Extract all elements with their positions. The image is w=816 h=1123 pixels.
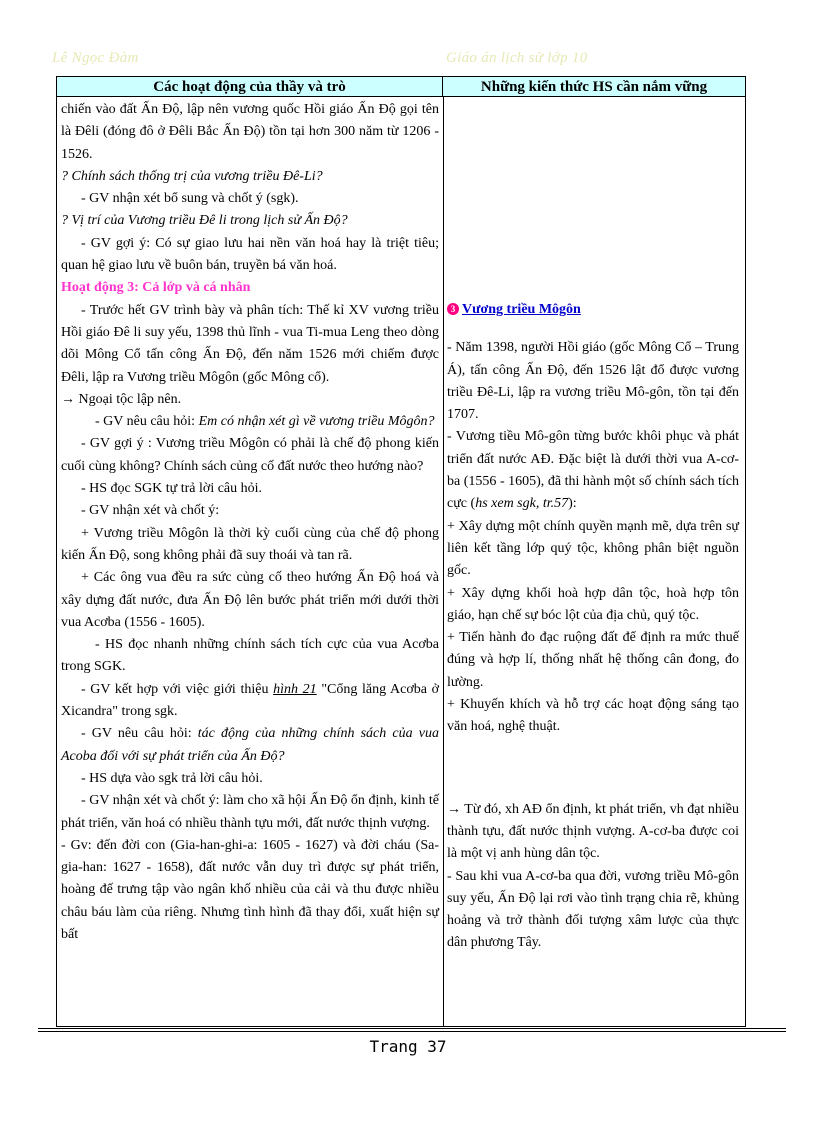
lesson-table: [56, 76, 746, 1027]
section-title: Vương triều Môgôn: [462, 302, 581, 317]
text: "Cổng lăng Acơba ở Xicandra" trong sgk.: [61, 681, 439, 720]
paragraph: - GV gợi ý: Có sự giao lưu hai nền văn hoá hay là triệt tiêu; quan hệ giao lưu về buôn bán, truyền bá văn hoá.: [61, 235, 439, 274]
paragraph: [61, 411, 439, 433]
paragraph: [61, 679, 439, 724]
paragraph: - GV nhận xét và chốt ý:: [81, 503, 220, 519]
paragraph: - Sau khi vua A-cơ-ba qua đời, vương triều Mô-gôn suy yếu, Ấn Độ lại rơi vào tình trạng chia rẽ, khủng hoảng và trở thành đối tượng xâm lược của thực dân phương Tây.: [447, 868, 739, 951]
author-watermark: Lê Ngọc Đàm: [52, 50, 139, 66]
section-heading: [447, 299, 739, 321]
paragraph: + Các ông vua đều ra sức củng cố theo hướng Ấn Độ hoá và xây dựng đất nước, đưa Ấn Độ lên bước phát triển mới dưới thời vua Acơba (1556 - 1605).: [61, 570, 439, 630]
paragraph: - GV gợi ý : Vương triều Môgôn có phải là chế độ phong kiến cuối cùng không? Chính sách củng cố đất nước theo hướng nào?: [61, 436, 439, 474]
footer-rule: [38, 1031, 786, 1032]
paragraph: + Khuyến khích và hỗ trợ các hoạt động sáng tạo văn hoá, nghệ thuật.: [447, 697, 739, 735]
paragraph: - HS đọc nhanh những chính sách tích cực của vua Acơba trong SGK.: [61, 637, 439, 675]
paragraph: [61, 723, 439, 768]
page-number: Trang 37: [369, 1037, 447, 1056]
question-text: Em có nhận xét gì về vương triều Môgôn?: [198, 414, 435, 430]
paragraph: → Từ đó, xh AĐ ổn định, kt phát triển, vh đạt nhiều thành tựu, đất nước thịnh vượng. A-cơ-ba được coi là một vị anh hùng dân tộc.: [447, 801, 739, 862]
spacer: [447, 99, 739, 299]
reference: hs xem sgk, tr.57: [475, 496, 569, 512]
left-column-header: Các hoạt động của thầy và trò: [57, 77, 443, 97]
paragraph: + Tiến hành đo đạc ruộng đất để định ra mức thuế đúng và hợp lí, thống nhất hệ thống cân đong, đo lường.: [447, 630, 739, 690]
text: - GV kết hợp với việc giới thiệu: [81, 681, 274, 697]
paragraph: - GV nhận xét bổ sung và chốt ý (sgk).: [81, 191, 299, 207]
paragraph: - GV nhận xét và chốt ý: làm cho xã hội Ấn Độ ổn định, kinh tế phát triển, văn hoá có nhiều thành tựu mới, đất nước thịnh vượng.: [61, 793, 439, 831]
paragraph: → Ngoại tộc lập nên.: [61, 391, 182, 407]
paragraph: - Gv: đến đời con (Gia-han-ghi-a: 1605 - 1627) và đời cháu (Sa-gia-han: 1627 - 1658), đất nước vẫn duy trì được sự phát triển, hoàng đế trưng tập vào ngân khố nhiều của cải và thu được nhiều châu báu làm của riêng. Nhưng tình hình đã thay đổi, xuất hiện sự bất: [61, 837, 439, 942]
text: - Vương tiều Mô-gôn từng bước khôi phục và phát triển đất nước AĐ. Đặc biệt là dưới thời vua A-cơ-ba (1556 - 1605), đã thi hành một số chính sách tích cực (: [447, 429, 739, 512]
paragraph: [447, 426, 739, 515]
activity-heading: Hoạt động 3: Cả lớp và cá nhân: [61, 280, 251, 296]
teacher-student-activities: [61, 99, 439, 946]
text: - GV nêu câu hỏi:: [81, 726, 198, 742]
footer-rule: [38, 1028, 786, 1029]
paragraph: chiến vào đất Ấn Độ, lập nên vương quốc Hồi giáo Ấn Độ gọi tên là Đêli (đóng đô ở Đêli Bắc Ấn Độ) tồn tại hơn 300 năm từ 1206 - 1526.: [61, 102, 439, 162]
question: ? Vị trí của Vương triều Đê li trong lịch sử Ấn Độ?: [61, 213, 348, 229]
spacer: [447, 321, 739, 337]
paragraph: + Vương triều Môgôn là thời kỳ cuối cùng của chế độ phong kiến Ấn Độ, song không phải đã suy thoái và tan rã.: [61, 525, 439, 563]
right-column-header: Những kiến thức HS cần nắm vững: [443, 77, 745, 97]
paragraph: - Năm 1398, người Hồi giáo (gốc Mông Cổ – Trung Á), tấn công Ấn Độ, đến 1526 lật đổ được vương triều Đê-Li, lập ra vương triều Mô-gôn, tồn tại đến 1707.: [447, 340, 739, 423]
paragraph: + Xây dựng khối hoà hợp dân tộc, hoà hợp tôn giáo, hạn chế sự bóc lột của địa chủ, quý tộc.: [447, 585, 739, 623]
column-divider: [443, 97, 444, 1026]
paragraph: - Trước hết GV trình bày và phân tích: Thế kỉ XV vương triều Hồi giáo Đê li suy yếu, 1398 thủ lĩnh - vua Ti-mua Leng theo dòng dõi Mông Cổ tấn công Ấn Độ, đến năm 1526 mới chiếm được Đêli, lập ra Vương triều Môgôn (gốc Mông cổ).: [61, 302, 439, 385]
text: ):: [568, 496, 577, 512]
subject-watermark: Giáo án lịch sử lớp 10: [446, 50, 588, 66]
paragraph: - HS dựa vào sgk trả lời câu hỏi.: [81, 770, 263, 786]
question: ? Chính sách thống trị của vương triều Đê-Li?: [61, 168, 323, 184]
question-text: tác động của những chính sách của vua Acoba đối với sự phát triển của Ấn Độ?: [61, 726, 439, 764]
figure-reference: hình 21: [273, 681, 317, 697]
spacer: [447, 739, 739, 799]
text: - GV nêu câu hỏi:: [95, 414, 199, 430]
paragraph: + Xây dựng một chính quyền mạnh mẽ, dựa trên sự liên kết tầng lớp quý tộc, không phân biệt nguồn gốc.: [447, 518, 739, 579]
number-bullet-icon: 3: [447, 303, 459, 315]
key-knowledge: [447, 99, 739, 955]
paragraph: - HS đọc SGK tự trả lời câu hỏi.: [81, 481, 263, 497]
